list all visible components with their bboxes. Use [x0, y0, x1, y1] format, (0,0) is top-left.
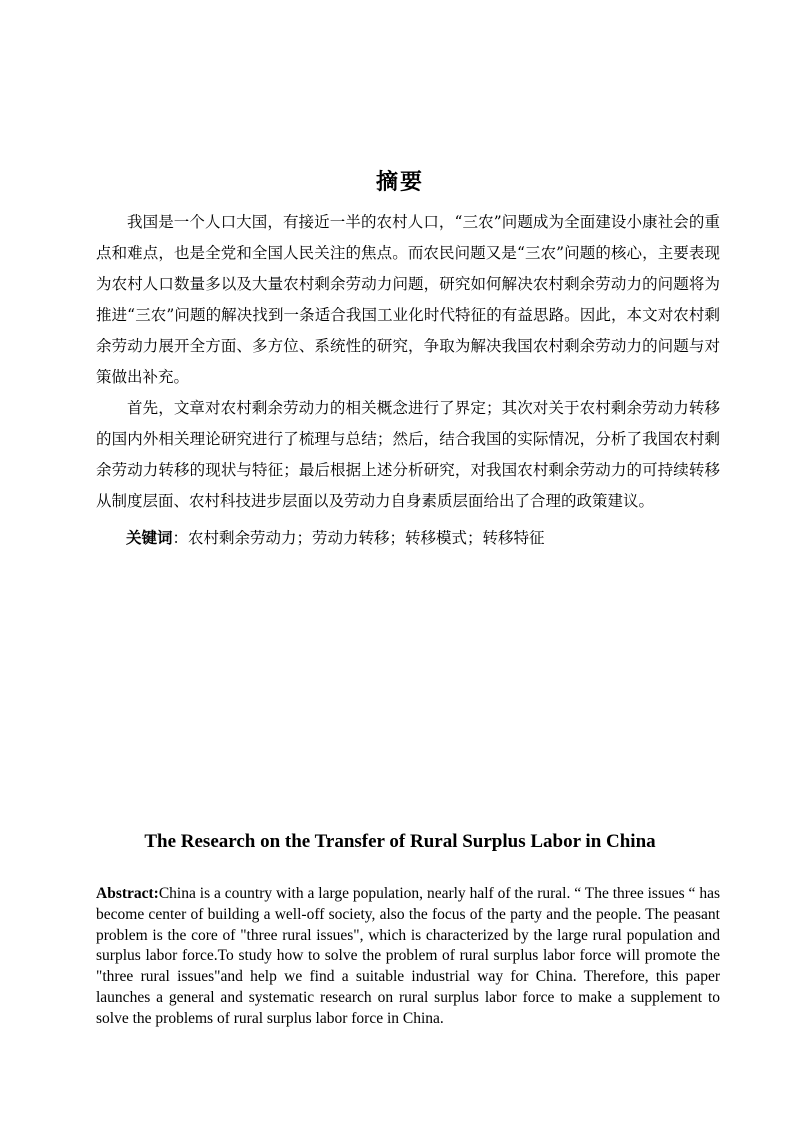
keywords-label: 关键词 [126, 529, 173, 547]
english-paper-title: The Research on the Transfer of Rural Surplus Labor in China [144, 831, 656, 852]
keywords-separator: ： [172, 529, 189, 547]
keywords-text: 农村剩余劳动力；劳动力转移；转移模式；转移特征 [188, 529, 545, 547]
english-abstract-label: Abstract: [96, 885, 159, 902]
chinese-abstract-paragraph-1: 我国是一个人口大国，有接近一半的农村人口，“三农”问题成为全面建设小康社会的重点和难点，也是全党和全国人民关注的焦点。而农民问题又是“三农”问题的核心，主要表现为农村人口数量多以及大量农村剩余劳动力问题，研究如何解决农村剩余劳动力的问题将为推进“三农”问题的解决找到一条适合我国工业化时代特征的有益思路。因此，本文对农村剩余劳动力展开全方面、多方位、系统性的研究，争取为解决我国农村剩余劳动力的问题与对策做出补充。 [96, 213, 720, 386]
english-abstract [96, 884, 720, 1030]
chinese-abstract-title: 摘要 [375, 170, 424, 195]
chinese-abstract-paragraph-2: 首先，文章对农村剩余劳动力的相关概念进行了界定；其次对关于农村剩余劳动力转移的国内外相关理论研究进行了梳理与总结；然后，结合我国的实际情况，分析了我国农村剩余劳动力转移的现状与特征；最后根据上述分析研究，对我国农村剩余劳动力的可持续转移从制度层面、农村科技进步层面以及劳动力自身素质层面给出了合理的政策建议。 [96, 399, 720, 510]
chinese-abstract-body [96, 207, 720, 517]
chinese-keywords [126, 524, 720, 552]
english-abstract-text: China is a country with a large population, nearly half of the rural. “ The three issues “ has become center of building a well-off society, also the focus of the party and the people. The peasant problem is the core of "three rural issues", which is characterized by the large rural population and surplus labor force.To study how to solve the problem of rural surplus labor force will promote the "three rural issues"and help we find a suitable industrial way for China. Therefore, this paper launches a general and systematic research on rural surplus labor force to make a supplement to solve the problems of rural surplus labor force in China. [96, 885, 720, 1027]
